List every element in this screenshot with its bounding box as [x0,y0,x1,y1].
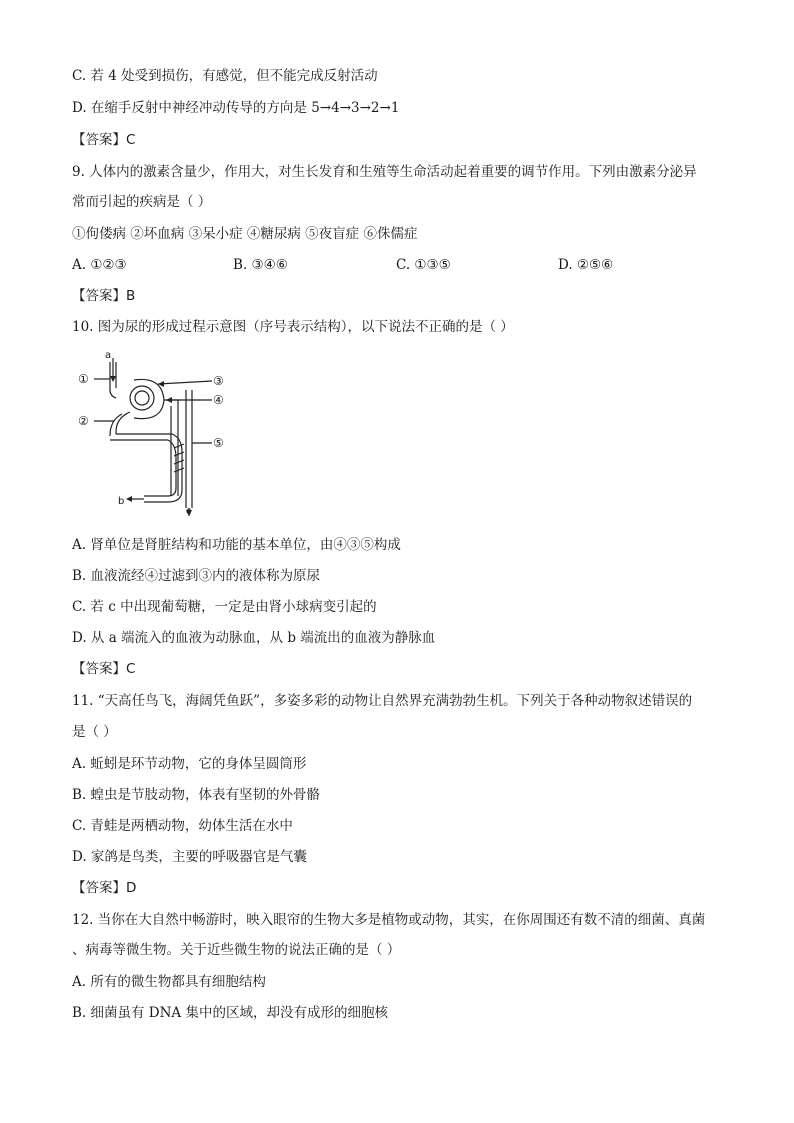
label-c: c [186,506,192,516]
q8-option-d: D. 在缩手反射中神经冲动传导的方向是 5→4→3→2→1 [72,100,400,116]
q10-option-b: B. 血液流经④过滤到③内的液体称为原尿 [72,568,321,584]
q11-option-d: D. 家鸽是鸟类，主要的呼吸器官是气囊 [72,849,307,865]
q12-option-b: B. 细菌虽有 DNA 集中的区域，却没有成形的细胞核 [72,1005,388,1021]
label-1: ① [78,372,89,386]
q11-option-a: A. 蚯蚓是环节动物，它的身体呈圆筒形 [72,756,307,772]
nephron-diagram [72,348,247,516]
q9-stem-line1: 9. 人体内的激素含量少，作用大，对生长发育和生殖等生命活动起着重要的调节作用。下列由激素分泌异 [72,164,697,180]
q12-stem-line2: 、病毒等微生物。关于近些微生物的说法正确的是（ ） [72,942,401,958]
label-3: ③ [213,374,224,388]
q11-option-b: B. 蝗虫是节肢动物，体表有坚韧的外骨骼 [72,787,321,803]
q8-option-c: C. 若 4 处受到损伤，有感觉，但不能完成反射活动 [72,68,378,84]
q8-answer: 【答案】C [72,132,136,148]
q10-option-d: D. 从 a 端流入的血液为动脉血，从 b 端流出的血液为静脉血 [72,630,436,646]
label-a: a [105,350,112,361]
q9-option-b: B. ③④⑥ [233,257,288,273]
q9-option-d: D. ②⑤⑥ [558,257,614,273]
q12-option-a: A. 所有的微生物都具有细胞结构 [72,974,266,990]
q9-answer: 【答案】B [72,288,136,304]
label-5: ⑤ [213,436,224,450]
q10-answer: 【答案】C [72,661,136,677]
label-b: b [118,496,125,507]
q9-disease-list: ①佝偻病 ②坏血病 ③呆小症 ④糖尿病 ⑤夜盲症 ⑥侏儒症 [72,226,418,242]
label-2: ② [78,414,89,428]
q9-option-c: C. ①③⑤ [396,257,451,273]
q10-option-a: A. 肾单位是肾脏结构和功能的基本单位，由④③⑤构成 [72,537,401,553]
q9-option-a: A. ①②③ [72,257,127,273]
q11-answer: 【答案】D [72,880,137,896]
q9-stem-line2: 常而引起的疾病是（ ） [72,194,212,210]
q10-option-c: C. 若 c 中出现葡萄糖，一定是由肾小球病变引起的 [72,599,377,615]
q11-option-c: C. 青蛙是两栖动物，幼体生活在水中 [72,818,293,834]
q11-stem-line2: 是（ ） [72,724,117,740]
q12-stem-line1: 12. 当你在大自然中畅游时，映入眼帘的生物大多是植物或动物，其实，在你周围还有数不清的细菌、真菌 [72,912,706,928]
q11-stem-line1: 11. “天高任鸟飞，海阔凭鱼跃”，多姿多彩的动物让自然界充满勃勃生机。下列关于各种动物叙述错误的 [72,693,693,709]
label-4: ④ [213,393,224,407]
q10-stem: 10. 图为尿的形成过程示意图（序号表示结构），以下说法不正确的是（ ） [72,319,514,335]
